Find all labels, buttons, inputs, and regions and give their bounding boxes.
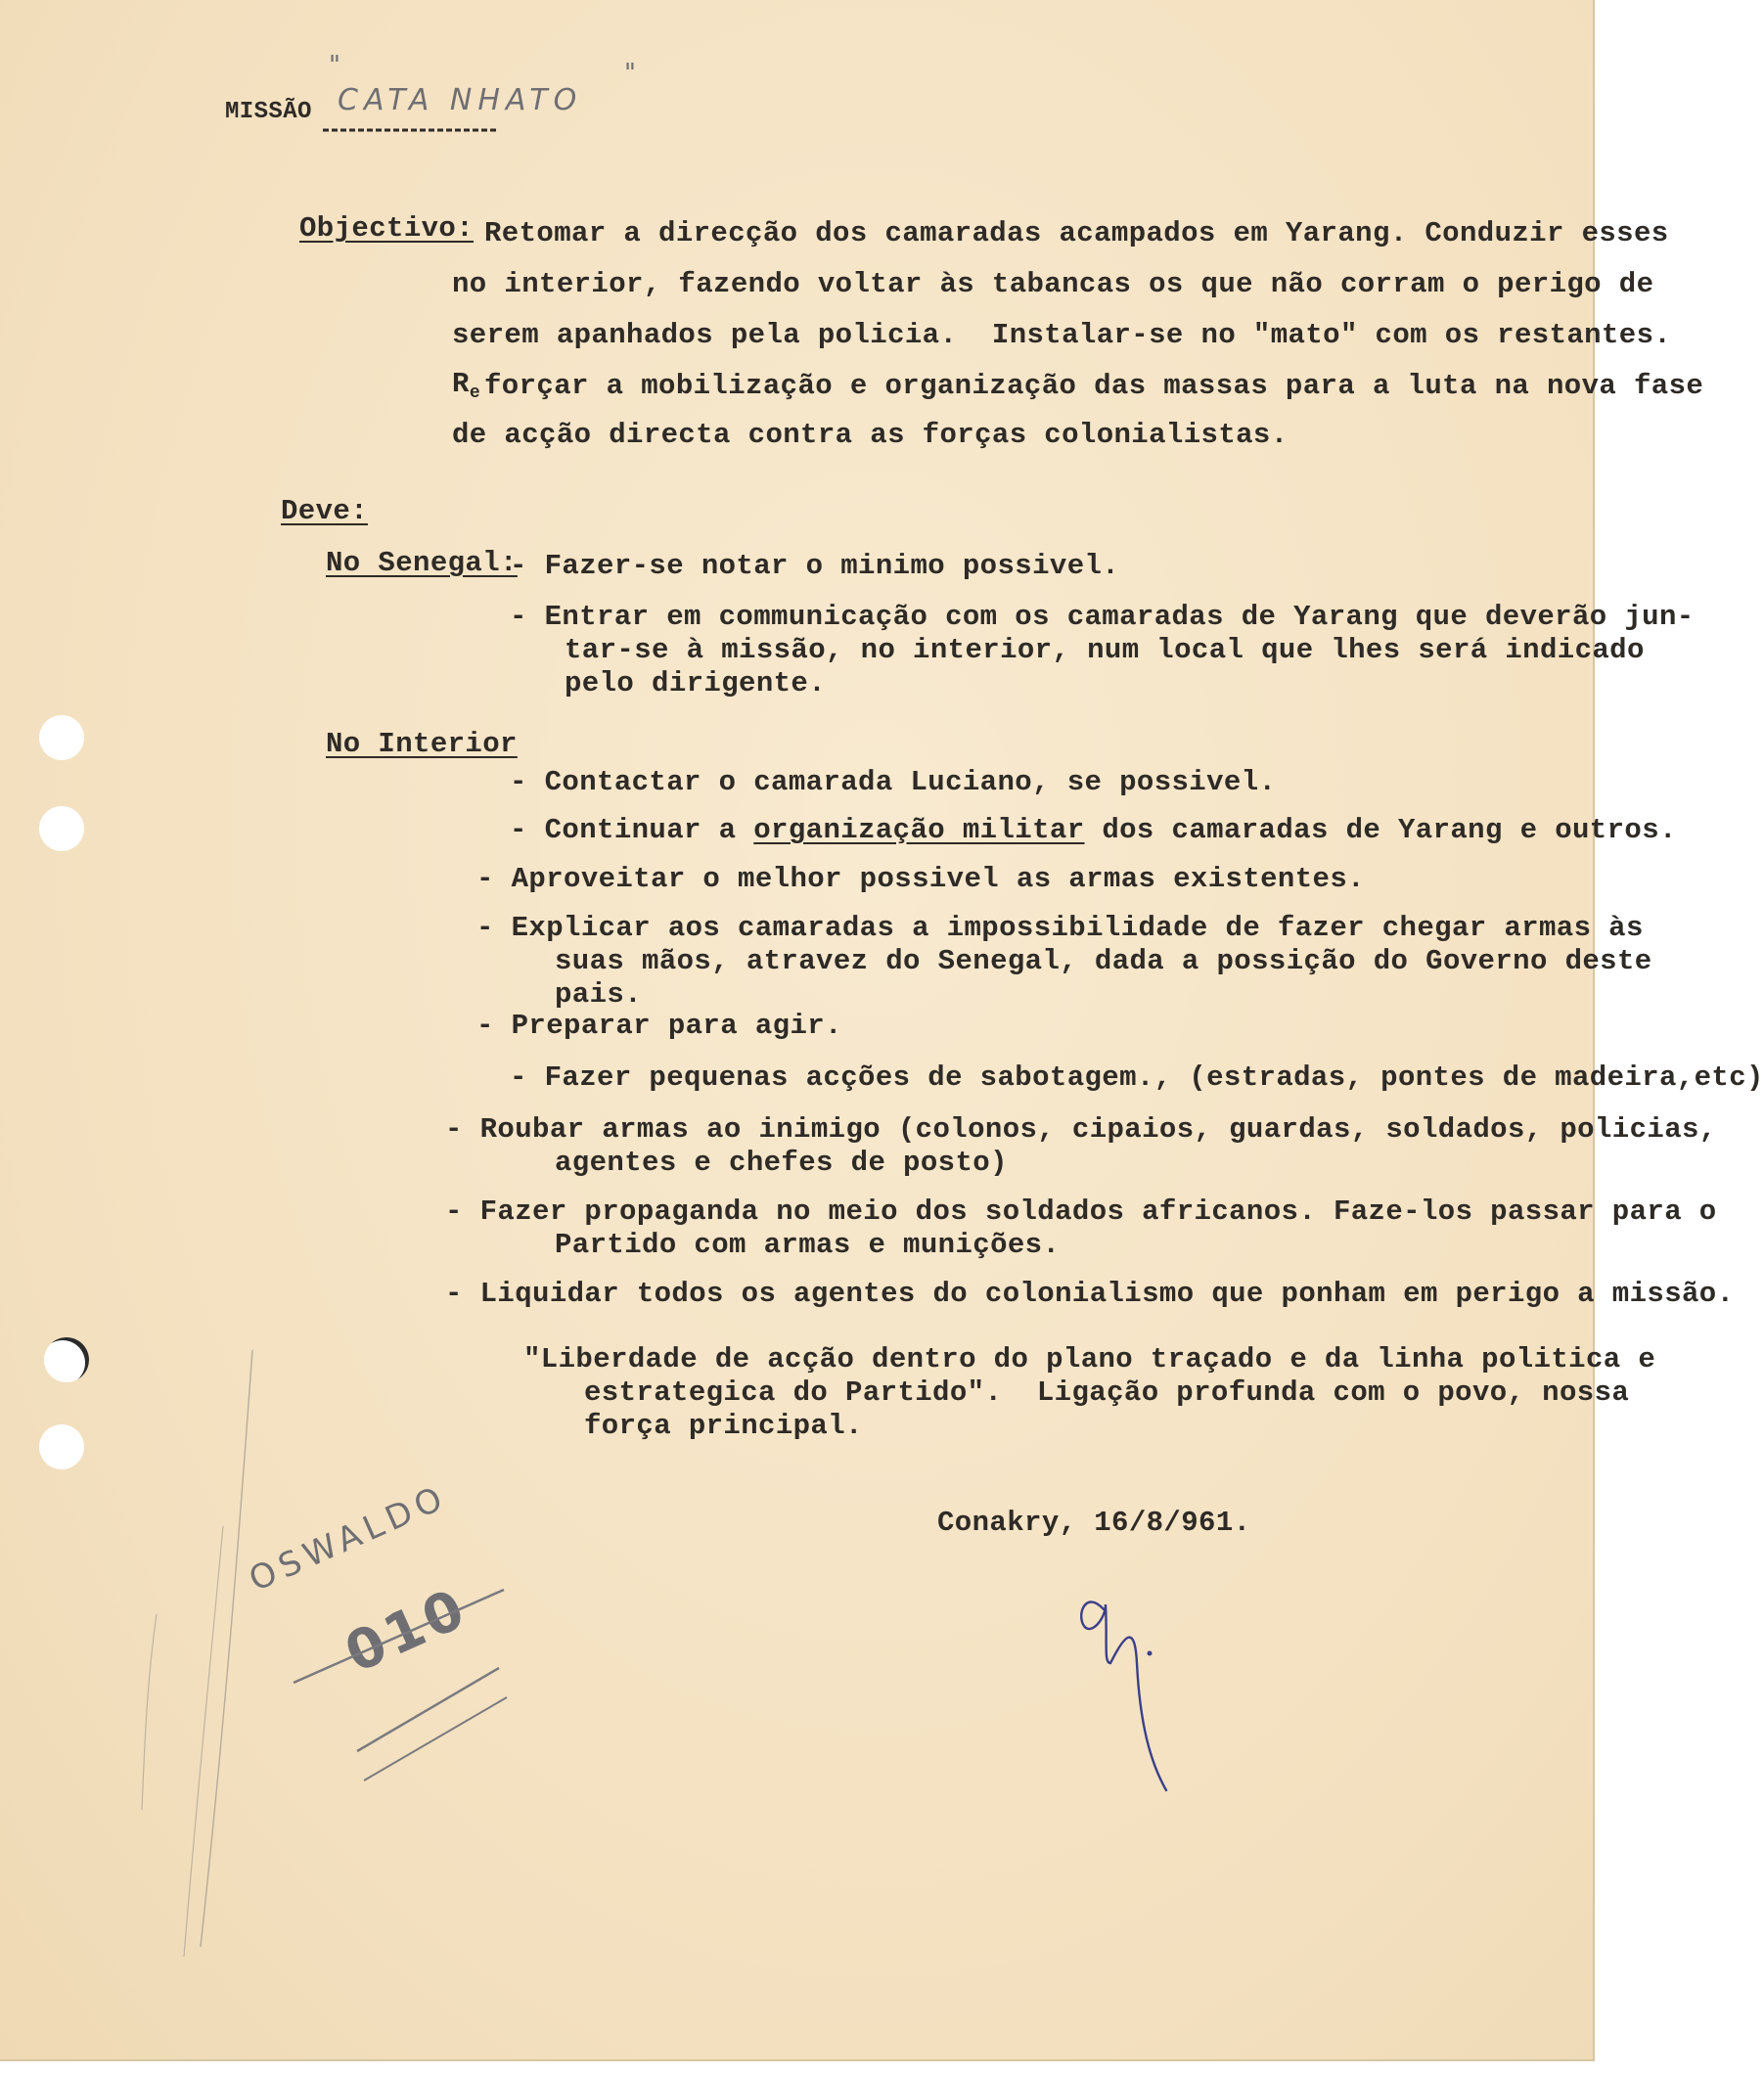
interior-item: - Explicar aos camaradas a impossibilidade de fazer chegar armas às <box>476 912 1644 944</box>
pencil-strike <box>357 1668 499 1751</box>
objective-line: no interior, fazendo voltar às tabancas os que não corram o perigo de <box>452 268 1654 300</box>
pencil-underline <box>294 1590 504 1683</box>
handwritten-number: 010 <box>336 1576 477 1686</box>
pencil-strike <box>364 1697 507 1781</box>
mission-prefix: MISSÃO <box>225 99 312 125</box>
signature <box>1081 1601 1166 1790</box>
interior-item: - Preparar para agir. <box>476 1010 842 1042</box>
pencil-margin-stroke <box>184 1526 223 1957</box>
pencil-margin-stroke <box>201 1350 252 1947</box>
quote-mark-open: " <box>329 51 346 80</box>
handwritten-oswaldo: OSWALDO <box>243 1477 454 1600</box>
interior-item-cont: agentes e chefes de posto) <box>555 1147 1008 1179</box>
interior-item: - Liquidar todos os agentes do colonialismo que ponham em perigo a missão. <box>445 1278 1735 1310</box>
interior-item-cont: Partido com armas e munições. <box>555 1229 1061 1261</box>
closing-quote-line: força principal. <box>584 1410 863 1442</box>
interior-item: - Aproveitar o melhor possivel as armas existentes. <box>476 863 1365 895</box>
closing-quote-line: "Liberdade de acção dentro do plano traçado e da linha politica e <box>523 1343 1656 1375</box>
interior-item: - Fazer propaganda no meio dos soldados africanos. Faze-los passar para o <box>445 1195 1717 1228</box>
objective-label: Objectivo: <box>299 212 475 245</box>
objective-line: serem apanhados pela policia. Instalar-se no "mato" com os restantes. <box>452 319 1672 351</box>
interior-item-cont: suas mãos, atravez do Senegal, dada a possição do Governo deste <box>555 945 1652 977</box>
senegal-label: No Senegal: <box>326 547 518 579</box>
quote-mark-close: " <box>624 59 642 88</box>
signature-dot <box>1148 1651 1153 1656</box>
interior-item: - Fazer pequenas acções de sabotagem., (estradas, pontes de madeira,etc) <box>510 1061 1764 1094</box>
place-date: Conakry, 16/8/961. <box>937 1507 1251 1539</box>
deve-label: Deve: <box>281 495 369 527</box>
pencil-margin-stroke <box>142 1614 157 1810</box>
interior-item-cont: pais. <box>555 978 643 1011</box>
mission-name-handwritten: CATA NHATO <box>338 83 583 117</box>
senegal-item-cont: pelo dirigente. <box>565 667 827 699</box>
interior-item: - Roubar armas ao inimigo (colonos, cipaios, guardas, soldados, policias, <box>445 1113 1717 1146</box>
senegal-item: - Entrar em communicação com os camaradas de Yarang que deverão jun- <box>510 601 1695 633</box>
interior-item: - Contactar o camarada Luciano, se possivel. <box>510 766 1277 798</box>
objective-line: de acção directa contra as forças colonialistas. <box>452 419 1289 451</box>
objective-line: forçar a mobilização e organização das massas para a luta na nova fase <box>484 370 1704 402</box>
closing-quote-line: estrategica do Partido". Ligação profunda com o povo, nossa <box>584 1376 1630 1409</box>
interior-label: No Interior <box>326 728 518 760</box>
senegal-item-cont: tar-se à missão, no interior, num local que lhes será indicado <box>565 634 1645 666</box>
senegal-item: - Fazer-se notar o minimo possivel. <box>510 550 1120 582</box>
objective-line-r: $R_e$ <box>452 368 481 403</box>
objective-line: Retomar a direcção dos camaradas acampados em Yarang. Conduzir esses <box>484 217 1669 249</box>
interior-item: - Continuar a organização militar dos camaradas de Yarang e outros. <box>510 814 1677 846</box>
